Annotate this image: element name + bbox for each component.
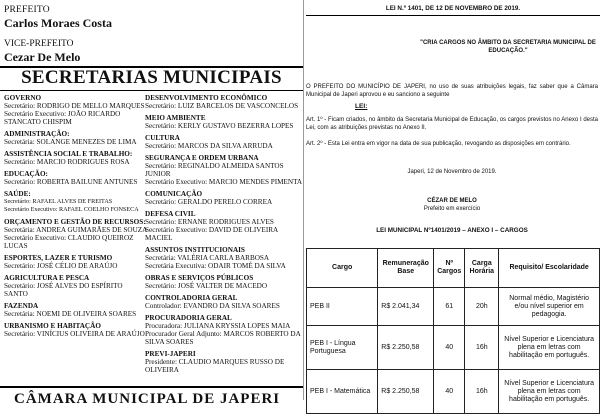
secretaria-entry (4, 170, 150, 186)
right-column (306, 0, 600, 403)
secretaria-entry (145, 350, 303, 374)
secretaria-entry (4, 218, 150, 250)
secretaria-line: Secretário: MARCOS DA SILVA ARRUDA (145, 142, 273, 150)
secretaria-heading: CONTROLADORIA GERAL (145, 294, 238, 302)
cell-num-cargos: 61 (434, 288, 465, 326)
secretaria-heading: DESENVOLVIMENTO ECONÔMICO (145, 94, 268, 102)
secretaria-heading: ASSUNTOS INSTITUCIONAIS (145, 246, 245, 254)
secretaria-line: Secretário: LUIZ BARCELOS DE VASCONCELOS (145, 102, 299, 110)
secretaria-line: Secretário Executivo: CLAUDIO QUEIROZ LUCAS (4, 234, 134, 250)
secretaria-line: Secretária: ANDREA GUIMARÃES DE SOUZA (4, 226, 148, 234)
header-num-cargos: Nº Cargos (434, 249, 465, 288)
secretaria-heading: EDUCAÇÃO: (4, 170, 48, 178)
secretaria-line: SILVA SOARES (145, 338, 194, 346)
divider (0, 386, 303, 388)
cell-num-cargos: 40 (434, 370, 465, 414)
secretarias-column-a (4, 94, 150, 342)
cell-requisito: Nível Superior e Licenciatura plena em letras com habilitação em português. (499, 370, 600, 414)
column-divider (303, 0, 304, 400)
secretaria-entry (145, 154, 303, 186)
secretaria-heading: ADMINISTRAÇÃO: (4, 130, 70, 138)
secretaria-entry (145, 94, 303, 110)
secretaria-heading: AGRICULTURA E PESCA (4, 274, 90, 282)
secretaria-line: Secretário: ROBERTA BAILUNE ANTUNES (4, 178, 138, 186)
ementa: "CRIA CARGOS NO ÂMBITO DA SECRETARIA MUNICIPAL DE EDUCAÇÃO." (420, 40, 596, 54)
cell-num-cargos: 40 (434, 326, 465, 370)
vice-prefeito-name: Cezar De Melo (4, 50, 81, 64)
secretaria-line: STANCATO CHISPIM (4, 118, 72, 126)
secretaria-line: Secretário Executivo: MARCIO MENDES PIMENTA (145, 178, 303, 186)
lei-heading: LEI N.º 1401, DE 12 DE NOVEMBRO DE 2019. (385, 5, 521, 12)
secretaria-entry (4, 302, 150, 318)
secretaria-heading: ASSISTÊNCIA SOCIAL E TRABALHO: (4, 150, 133, 158)
secretaria-line: Secretário Executivo: DAVID DE OLIVEIRA MACIEL (145, 226, 278, 242)
header-cargo: Cargo (307, 249, 378, 288)
secretaria-heading: SAÚDE: (4, 190, 31, 198)
left-column (0, 0, 303, 407)
secretaria-line: Secretário: JOSÉ CÉLIO DE ARAÚJO (4, 262, 118, 270)
secretaria-heading: URBANISMO E HABITAÇÃO (4, 322, 101, 330)
camara-title: CÂMARA MUNICIPAL DE JAPERI (14, 391, 281, 407)
secretaria-heading: FAZENDA (4, 302, 39, 310)
cell-carga-horaria: 20h (465, 288, 499, 326)
secretaria-heading: PROCURADORIA GERAL (145, 314, 232, 322)
secretaria-entry (4, 190, 150, 214)
secretaria-entry (4, 130, 150, 146)
prefeito-name: Carlos Moraes Costa (4, 16, 112, 30)
secretaria-line: Secretário: JOSÉ VALTER DE MACEDO (145, 282, 268, 290)
secretaria-line: JUNIOR (145, 170, 171, 178)
secretaria-line: Secretário: GERALDO PERELO CORREA (145, 198, 273, 206)
date-line: Japeri, 12 de Novembro de 2019. (407, 169, 497, 175)
secretaria-entry (145, 134, 303, 150)
secretaria-heading: MEIO AMBIENTE (145, 114, 206, 122)
cargos-table (306, 248, 600, 414)
signatory-name: CÉZAR DE MELO (427, 198, 477, 204)
secretaria-entry (145, 210, 303, 242)
secretaria-line: Procurador Geral Adjunto: MARCOS ROBERTO DA (145, 330, 301, 338)
prefeito-label: PREFEITO (4, 5, 50, 15)
secretaria-line: Secretária Executiva: ODAIR TOMÉ DA SILVA (145, 262, 286, 270)
secretaria-entry (145, 190, 303, 206)
secretarias-column-b (145, 94, 303, 378)
lei-label: LEI: (355, 103, 368, 110)
secretaria-heading: OBRAS E SERVIÇOS PÚBLICOS (145, 274, 254, 282)
secretaria-line: Secretária: VALÉRIA CARLA BARBOSA (145, 254, 270, 262)
divider (306, 15, 600, 16)
divider (0, 90, 303, 91)
secretaria-entry (145, 114, 303, 130)
secretaria-entry (4, 274, 150, 298)
cell-remuneracao: R$ 2.250,58 (378, 326, 434, 370)
secretaria-entry (4, 322, 150, 338)
secretaria-line: Secretário: RODRIGO DE MELLO MARQUES (4, 102, 145, 110)
cell-carga-horaria: 16h (465, 370, 499, 414)
secretaria-line: Secretário: KERLY GUSTAVO BEZERRA LOPES (145, 122, 294, 130)
secretarias-title: SECRETARIAS MUNICIPAIS (21, 67, 282, 88)
secretaria-heading: ESPORTES, LAZER E TURISMO (4, 254, 113, 262)
table-row (307, 370, 600, 414)
secretaria-line: Secretário: VINÍCIUS OLIVEIRA DE ARAÚJO (4, 330, 145, 338)
table-row (307, 326, 600, 370)
cell-requisito: Nível Superior e Licenciatura plena em letras com habilitação em português. (499, 326, 600, 370)
secretaria-entry (145, 246, 303, 270)
secretaria-line: Secretário Executivo: JOÃO RICARDO (4, 110, 121, 118)
cell-cargo: PEB I - Língua Portuguesa (307, 326, 378, 370)
secretaria-heading: GOVERNO (4, 94, 42, 102)
vice-prefeito-label: VICE-PREFEITO (4, 39, 74, 49)
secretaria-entry (4, 150, 150, 166)
article-1: Art. 1º - Ficam criados, no âmbito da Secretaria Municipal de Educação, os cargos previstos no Anexo I desta Lei, com as atribuições previstas no Anexo II. (306, 117, 598, 131)
secretaria-line: Secretário: JOSÉ ALVES DO ESPÍRITO (4, 282, 123, 290)
preambulo: O PREFEITO DO MUNICÍPIO DE JAPERI, no uso de suas atribuições legais, faz saber que a Câmara Municipal de Japeri aprovou e eu sanciono a seguinte (306, 84, 598, 98)
secretaria-entry (145, 294, 303, 310)
secretaria-heading: DEFESA CIVIL (145, 210, 196, 218)
cell-remuneracao: R$ 2.041,34 (378, 288, 434, 326)
secretaria-line: SANTO (4, 290, 28, 298)
cell-requisito: Normal médio, Magistério e/ou nível superior em pedagogia. (499, 288, 600, 326)
secretaria-line: Secretária: NOEMI DE OLIVEIRA SOARES (4, 310, 137, 318)
article-2: Art. 2º - Esta Lei entra em vigor na data de sua publicação, revogando as disposições em contrário. (306, 141, 571, 147)
table-row (307, 288, 600, 326)
header-carga-horaria: Carga Horária (465, 249, 499, 288)
secretaria-line: Secretário: REGINALDO ALMEIDA SANTOS (145, 162, 284, 170)
secretaria-entry (4, 254, 150, 270)
cell-remuneracao: R$ 2.250,58 (378, 370, 434, 414)
secretaria-entry (4, 94, 150, 126)
signatory-role: Prefeito em exercício (423, 206, 481, 212)
secretaria-line: Secretário: RAFAEL ALVES DE FREITAS (4, 198, 113, 205)
secretaria-line: Procuradora: JULIANA KRYSSIA LOPES MAIA (145, 322, 291, 330)
cell-cargo: PEB II (307, 288, 378, 326)
secretaria-line: Secretária: SOLANGE MENEZES DE LIMA (4, 138, 137, 146)
header-requisito: Requisito/ Escolaridade (499, 249, 600, 288)
cell-cargo: PEB I - Matemática (307, 370, 378, 414)
header-remuneracao: Remuneração Base (378, 249, 434, 288)
secretaria-entry (145, 314, 303, 346)
cell-carga-horaria: 16h (465, 326, 499, 370)
secretaria-heading: COMUNICAÇÃO (145, 190, 203, 198)
secretaria-line: Controlador: EVANDRO DA SILVA SOARES (145, 302, 280, 310)
secretaria-entry (145, 274, 303, 290)
secretaria-line: Presidente: CLAUDIO MARQUES RUSSO DE (145, 358, 285, 366)
secretaria-heading: CULTURA (145, 134, 180, 142)
secretaria-heading: ORÇAMENTO E GESTÃO DE RECURSOS: (4, 218, 146, 226)
anexo-title: LEI MUNICIPAL Nº1401/2019 – ANEXO I – CARGOS (376, 227, 528, 234)
secretaria-line: Secretário Executivo: RAFAEL COELHO FONSECA (4, 206, 139, 213)
secretaria-heading: SEGURANÇA E ORDEM URBANA (145, 154, 259, 162)
secretaria-line: OLIVEIRA (145, 366, 179, 374)
secretaria-heading: PREVI-JAPERI (145, 350, 196, 358)
table-header-row (307, 249, 600, 288)
secretaria-line: Secretário: ERNANE RODRIGUES ALVES (145, 218, 274, 226)
secretaria-line: Secretário: MARCIO RODRIGUES ROSA (4, 158, 130, 166)
